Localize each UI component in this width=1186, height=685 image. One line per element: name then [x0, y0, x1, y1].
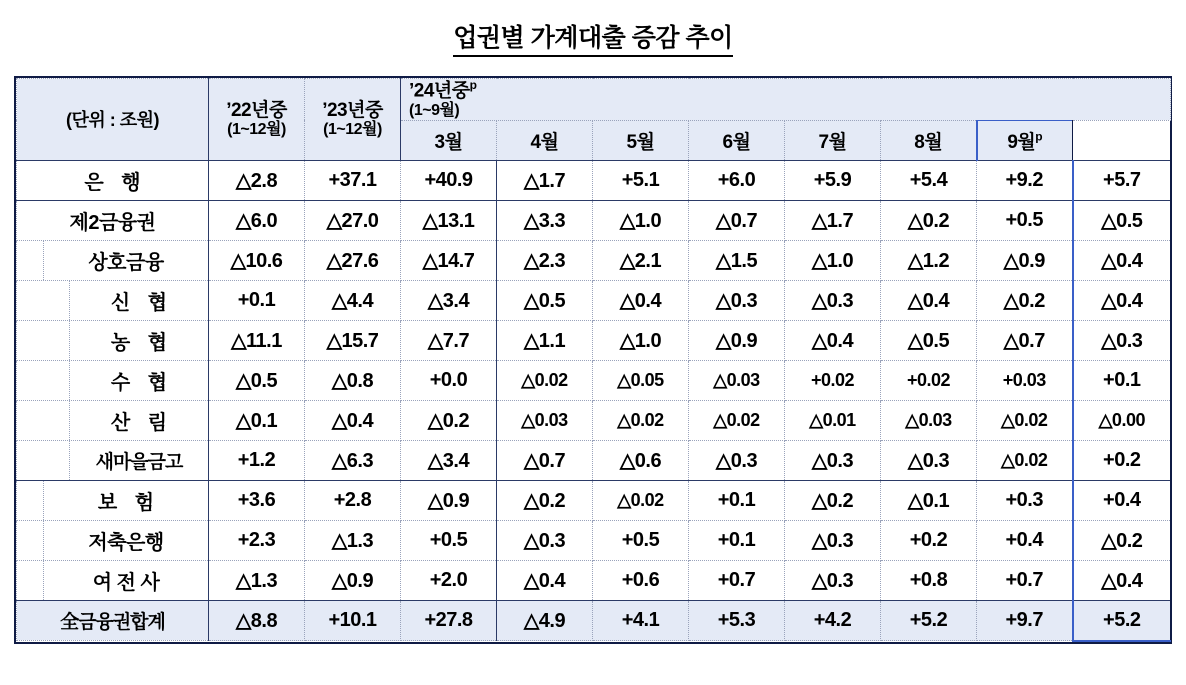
cell-value: +0.5: [401, 520, 497, 560]
cell-value: △7.7: [401, 320, 497, 360]
cell-value: △0.3: [785, 280, 881, 320]
cell-value: △0.2: [497, 480, 593, 520]
header-year-2023-line1: ’23년중: [322, 99, 383, 121]
cell-value: △0.7: [497, 440, 593, 480]
cell-value: △0.03: [689, 360, 785, 400]
cell-value: △0.9: [401, 480, 497, 520]
cell-value: △0.4: [1073, 560, 1171, 600]
table-row: [17, 480, 1171, 520]
cell-value: △3.4: [401, 440, 497, 480]
cell-value: △1.3: [305, 520, 401, 560]
cell-value: △1.2: [881, 240, 977, 280]
cell-value: +40.9: [401, 160, 497, 200]
cell-value: △0.4: [593, 280, 689, 320]
cell-value: +6.0: [689, 160, 785, 200]
cell-value: △0.01: [785, 400, 881, 440]
household-loan-table: [16, 78, 1171, 642]
row-label-savings-bank: [17, 520, 209, 560]
row-label-insurance: [17, 480, 209, 520]
row-label-saemaul: [17, 440, 209, 480]
cell-value: △0.2: [1073, 520, 1171, 560]
table-body: [17, 160, 1171, 641]
cell-value: +0.5: [593, 520, 689, 560]
table-row: [17, 560, 1171, 600]
cell-value: +0.02: [785, 360, 881, 400]
cell-value: △6.3: [305, 440, 401, 480]
header-year-2024-line1: ’24년중$^p$: [409, 78, 477, 102]
cell-value: △0.4: [305, 400, 401, 440]
header-year-2022-line1: ’22년중: [226, 99, 287, 121]
cell-value: △4.9: [497, 600, 593, 641]
header-month-8: 8월: [881, 120, 977, 160]
table-row: [17, 360, 1171, 400]
row-label-text: 은 행: [84, 171, 147, 194]
cell-value: △0.5: [1073, 200, 1171, 240]
cell-value: △0.3: [785, 440, 881, 480]
row-label-text: 신 협: [110, 291, 174, 314]
cell-value: △0.02: [977, 440, 1073, 480]
header-month-9: 9월$^p$: [977, 120, 1073, 160]
row-label-sanlim: [17, 400, 209, 440]
row-label-shinhyup: [17, 280, 209, 320]
cell-value: +0.7: [977, 560, 1073, 600]
cell-value: +0.03: [977, 360, 1073, 400]
cell-value: △0.7: [977, 320, 1073, 360]
cell-value: △0.6: [593, 440, 689, 480]
cell-value: +0.0: [401, 360, 497, 400]
cell-value: +5.7: [1073, 160, 1171, 200]
row-label-text: 농 협: [110, 331, 174, 354]
row-label-text: 새마을금고: [95, 451, 183, 473]
cell-value: +0.6: [593, 560, 689, 600]
cell-value: △6.0: [209, 200, 305, 240]
row-label-text: 全금융권합계: [60, 611, 165, 633]
header-year-2022: [209, 79, 305, 161]
cell-value: △0.00: [1073, 400, 1171, 440]
header-year-2024: [401, 79, 1171, 121]
cell-value: +2.0: [401, 560, 497, 600]
page-title: [0, 0, 1186, 64]
cell-value: △0.03: [497, 400, 593, 440]
cell-value: △1.0: [593, 320, 689, 360]
cell-value: △0.2: [785, 480, 881, 520]
table-row: [17, 160, 1171, 200]
cell-value: +5.4: [881, 160, 977, 200]
cell-value: △0.4: [1073, 240, 1171, 280]
row-label-mutual-finance: [17, 240, 209, 280]
cell-value: △0.2: [977, 280, 1073, 320]
cell-value: +5.1: [593, 160, 689, 200]
table-row: [17, 240, 1171, 280]
cell-value: △27.6: [305, 240, 401, 280]
page-title-text: 업권별 가계대출 증감 추이: [453, 24, 733, 57]
cell-value: △13.1: [401, 200, 497, 240]
cell-value: △8.8: [209, 600, 305, 641]
cell-value: +0.2: [881, 520, 977, 560]
cell-value: +5.3: [689, 600, 785, 641]
cell-value: △0.02: [497, 360, 593, 400]
cell-value: △0.9: [689, 320, 785, 360]
cell-value: +0.1: [1073, 360, 1171, 400]
cell-value: △3.4: [401, 280, 497, 320]
cell-value: △0.4: [497, 560, 593, 600]
cell-value: △0.1: [209, 400, 305, 440]
row-label-nonghyup: [17, 320, 209, 360]
row-label-text: 산 림: [110, 411, 174, 434]
row-label-text: 제2금융권: [69, 211, 156, 234]
cell-value: △15.7: [305, 320, 401, 360]
row-label-suhyup: [17, 360, 209, 400]
cell-value: +1.2: [209, 440, 305, 480]
row-label-text: 상호금융: [88, 251, 164, 274]
cell-value: +5.9: [785, 160, 881, 200]
cell-value: △0.5: [881, 320, 977, 360]
cell-value: △0.5: [497, 280, 593, 320]
cell-value: △0.05: [593, 360, 689, 400]
cell-value: △1.0: [593, 200, 689, 240]
cell-value: △4.4: [305, 280, 401, 320]
cell-value: +3.6: [209, 480, 305, 520]
cell-value: +0.2: [1073, 440, 1171, 480]
header-month-3: 3월: [401, 120, 497, 160]
cell-value: △1.5: [689, 240, 785, 280]
cell-value: △0.9: [305, 560, 401, 600]
table-row: [17, 280, 1171, 320]
cell-value: △0.3: [881, 440, 977, 480]
cell-value: +9.2: [977, 160, 1073, 200]
row-label-total: [17, 600, 209, 641]
row-label-text: 수 협: [110, 371, 174, 394]
cell-value: +4.1: [593, 600, 689, 641]
cell-value: +9.7: [977, 600, 1073, 641]
cell-value: △0.3: [1073, 320, 1171, 360]
header-year-2024-line2: (1~9월): [409, 101, 460, 119]
cell-value: △0.02: [593, 400, 689, 440]
cell-value: +0.7: [689, 560, 785, 600]
cell-value: △2.8: [209, 160, 305, 200]
table-row: [17, 520, 1171, 560]
cell-value: △0.5: [209, 360, 305, 400]
header-month-4: 4월: [497, 120, 593, 160]
cell-value: +2.8: [305, 480, 401, 520]
cell-value: △0.3: [689, 280, 785, 320]
cell-value: △2.3: [497, 240, 593, 280]
cell-value: △0.4: [881, 280, 977, 320]
cell-value: +0.8: [881, 560, 977, 600]
cell-value: +10.1: [305, 600, 401, 641]
cell-value: △0.2: [881, 200, 977, 240]
cell-value: △1.7: [785, 200, 881, 240]
cell-value: +2.3: [209, 520, 305, 560]
cell-value: △3.3: [497, 200, 593, 240]
unit-label: (단위 : 조원): [17, 79, 209, 161]
cell-value: +0.1: [689, 480, 785, 520]
cell-value: +4.2: [785, 600, 881, 641]
cell-value: △0.3: [785, 520, 881, 560]
cell-value: △0.03: [881, 400, 977, 440]
header-month-7: 7월: [785, 120, 881, 160]
cell-value: △0.4: [1073, 280, 1171, 320]
cell-value: △0.7: [689, 200, 785, 240]
cell-value: +0.5: [977, 200, 1073, 240]
cell-value: △1.7: [497, 160, 593, 200]
header-year-2023: [305, 79, 401, 161]
header-year-2022-line2: (1~12월): [227, 120, 286, 138]
header-year-2023-line2: (1~12월): [323, 120, 382, 138]
table-row: [17, 400, 1171, 440]
cell-value: +27.8: [401, 600, 497, 641]
cell-value: +5.2: [1073, 600, 1171, 641]
cell-value: △0.3: [785, 560, 881, 600]
row-label-bank: [17, 160, 209, 200]
cell-value: △27.0: [305, 200, 401, 240]
cell-value: +0.3: [977, 480, 1073, 520]
cell-value: +0.4: [977, 520, 1073, 560]
cell-value: +0.02: [881, 360, 977, 400]
cell-value: +0.1: [689, 520, 785, 560]
row-label-text: 여 전 사: [92, 571, 160, 594]
row-label-text: 저축은행: [88, 531, 164, 554]
cell-value: △1.0: [785, 240, 881, 280]
table-row: [17, 320, 1171, 360]
table-row: [17, 440, 1171, 480]
cell-value: △0.3: [497, 520, 593, 560]
cell-value: △14.7: [401, 240, 497, 280]
row-label-nonbank: [17, 200, 209, 240]
cell-value: △1.1: [497, 320, 593, 360]
table-row: [17, 200, 1171, 240]
cell-value: △0.3: [689, 440, 785, 480]
cell-value: △0.9: [977, 240, 1073, 280]
cell-value: +0.4: [1073, 480, 1171, 520]
table-header: [17, 79, 1171, 161]
cell-value: △0.8: [305, 360, 401, 400]
cell-value: △0.02: [593, 480, 689, 520]
cell-value: △0.1: [881, 480, 977, 520]
cell-value: △11.1: [209, 320, 305, 360]
header-month-5: 5월: [593, 120, 689, 160]
cell-value: +37.1: [305, 160, 401, 200]
cell-value: △1.3: [209, 560, 305, 600]
cell-value: +5.2: [881, 600, 977, 641]
header-month-6: 6월: [689, 120, 785, 160]
cell-value: △2.1: [593, 240, 689, 280]
cell-value: △0.4: [785, 320, 881, 360]
cell-value: △10.6: [209, 240, 305, 280]
cell-value: △0.02: [977, 400, 1073, 440]
cell-value: +0.1: [209, 280, 305, 320]
row-label-specialized-credit: [17, 560, 209, 600]
header-row-1: [17, 79, 1171, 121]
table-container: [14, 76, 1172, 644]
row-label-text: 보 험: [97, 491, 161, 514]
table-row-total: [17, 600, 1171, 641]
cell-value: △0.2: [401, 400, 497, 440]
cell-value: △0.02: [689, 400, 785, 440]
